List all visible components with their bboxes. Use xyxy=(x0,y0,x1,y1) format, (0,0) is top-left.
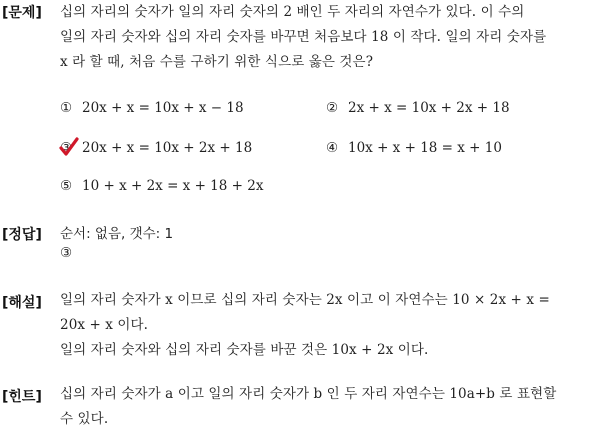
hint-line-1: 십의 자리 숫자가 a 이고 일의 자리 숫자가 b 인 두 자리 자연수는 10a+b 로 표현할 xyxy=(60,386,557,402)
hint-line-2: 수 있다. xyxy=(60,411,109,427)
checkmark-icon xyxy=(58,136,80,158)
solution-label: [해설] xyxy=(2,295,42,311)
choice-1[interactable] xyxy=(60,100,244,116)
answer-choice: ③ xyxy=(60,245,73,261)
choice-5[interactable] xyxy=(60,178,263,194)
choice-3[interactable] xyxy=(60,140,252,156)
answer-order-count: 순서: 없음, 갯수: 1 xyxy=(60,226,174,242)
hint-label: [힌트] xyxy=(2,389,42,405)
choice-3-text: 20x + x = 10x + 2x + 18 xyxy=(82,140,253,156)
problem-line-1: 십의 자리의 숫자가 일의 자리 숫자의 2 배인 두 자리의 자연수가 있다. 이 수의 xyxy=(60,4,525,20)
choice-1-number: ① xyxy=(60,100,73,116)
hint-text xyxy=(60,382,590,432)
problem-line-3: x 라 할 때, 처음 수를 구하기 위한 식으로 옳은 것은? xyxy=(60,54,374,70)
choice-3-number: ③ xyxy=(60,140,73,156)
problem-label: [문제] xyxy=(2,5,42,21)
choice-2[interactable] xyxy=(326,100,510,116)
answer-label: [정답] xyxy=(2,227,42,243)
solution-line-3: 일의 자리 숫자와 십의 자리 숫자를 바꾼 것은 10x + 2x 이다. xyxy=(60,342,429,358)
solution-line-2: 20x + x 이다. xyxy=(60,317,149,333)
choice-2-number: ② xyxy=(326,100,339,116)
solution-text xyxy=(60,288,590,363)
choice-2-text: 2x + x = 10x + 2x + 18 xyxy=(348,100,510,116)
choice-4-number: ④ xyxy=(326,140,339,156)
problem-line-2: 일의 자리 숫자와 십의 자리 숫자를 바꾸면 처음보다 18 이 작다. 일의 자리 숫자를 xyxy=(60,29,547,45)
choice-1-text: 20x + x = 10x + x − 18 xyxy=(82,100,244,116)
solution-line-1: 일의 자리 숫자가 x 이므로 십의 자리 숫자는 2x 이고 이 자연수는 10 × 2x + x = xyxy=(60,292,550,308)
problem-text xyxy=(60,0,590,75)
choice-4-text: 10x + x + 18 = x + 10 xyxy=(348,140,502,156)
choice-5-text: 10 + x + 2x = x + 18 + 2x xyxy=(82,178,264,194)
choice-5-number: ⑤ xyxy=(60,178,73,194)
choice-4[interactable] xyxy=(326,140,502,156)
